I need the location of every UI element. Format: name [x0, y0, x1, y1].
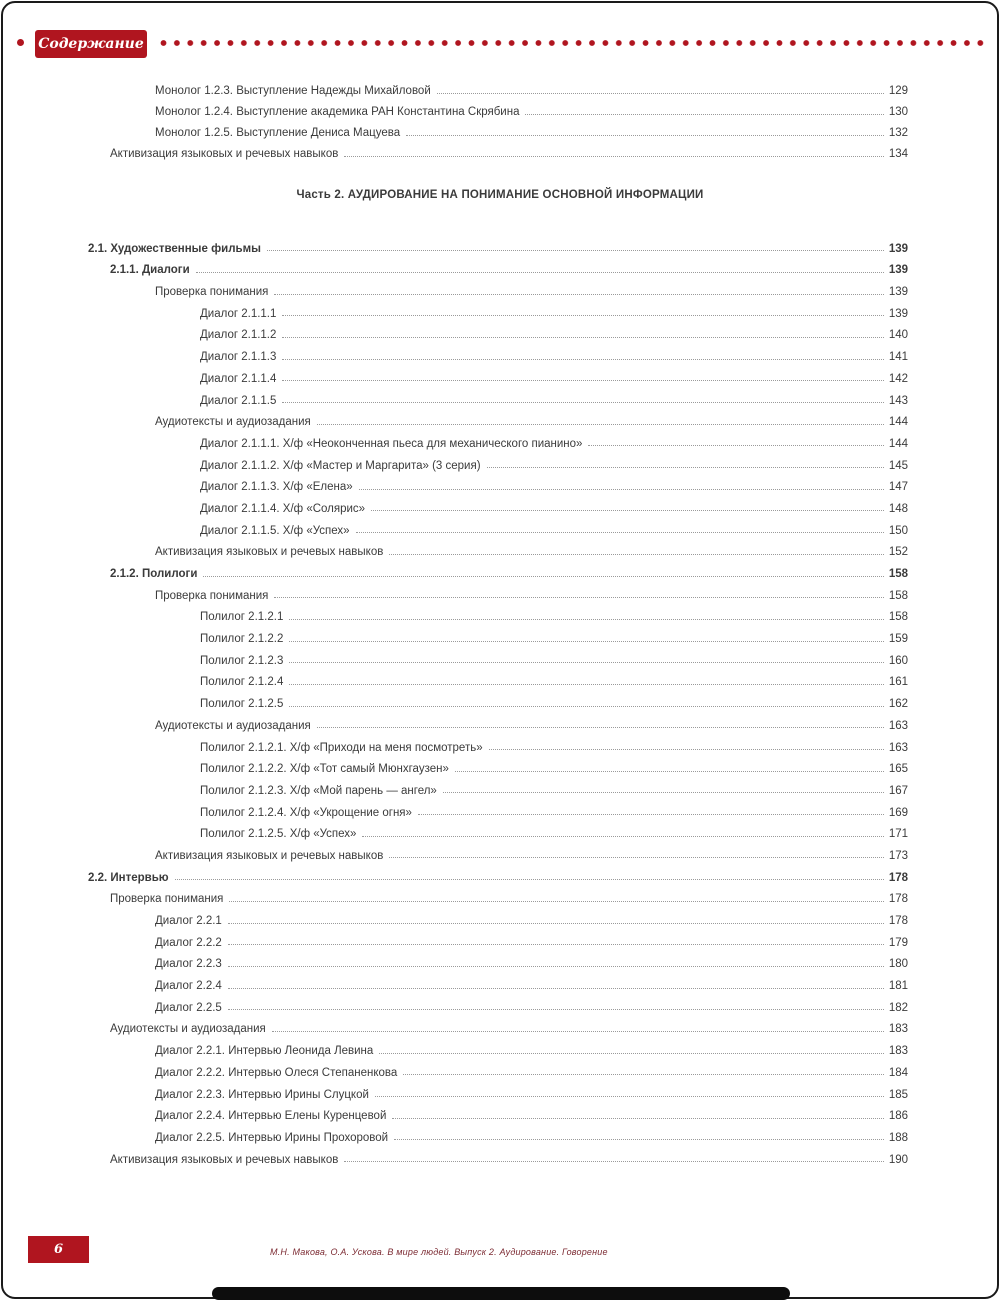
toc-entry [88, 407, 908, 429]
toc-entry [88, 1014, 908, 1036]
toc-entry-label: Диалог 2.1.1.5 [200, 394, 277, 407]
toc-entry [88, 992, 908, 1014]
dot-leader [282, 380, 883, 381]
toc-entry [88, 428, 908, 450]
dot-leader [289, 684, 883, 685]
toc-entry [88, 840, 908, 862]
toc-entry [88, 775, 908, 797]
toc-entry-page: 173 [888, 849, 908, 862]
toc-entry-label: Диалог 2.2.5 [155, 1001, 222, 1014]
toc-entry-label: Диалог 2.2.3. Интервью Ирины Слуцкой [155, 1088, 369, 1101]
dot-leader [489, 749, 884, 750]
toc-entry-label: Диалог 2.1.1.4. Х/ф «Солярис» [200, 502, 366, 515]
toc-entry-page: 179 [888, 936, 908, 949]
toc-entry [88, 905, 908, 927]
toc-entry-label: Диалог 2.2.3 [155, 958, 222, 971]
toc-entry [88, 1079, 908, 1101]
toc-entry [88, 298, 908, 320]
toc-entry-page: 139 [888, 286, 908, 299]
toc-entry-label: 2.1. Художественные фильмы [88, 242, 261, 255]
dot-leader [392, 1118, 883, 1119]
scan-bottom-bar [212, 1287, 790, 1300]
toc-entry-page: 184 [888, 1066, 908, 1079]
toc-entry-page: 180 [888, 958, 908, 971]
dot-leader [282, 402, 883, 403]
toc-entry-page: 183 [888, 1023, 908, 1036]
dot-leader [359, 489, 884, 490]
toc-entry-page: 129 [888, 85, 908, 97]
toc-entry [88, 515, 908, 537]
toc-main-block [88, 233, 908, 1166]
toc-entry-page: 163 [888, 719, 908, 732]
toc-entry-page: 139 [888, 264, 908, 277]
dot-leader [282, 315, 883, 316]
toc-entry-label: Диалог 2.1.1.3. Х/ф «Елена» [200, 481, 353, 494]
toc-entry-label: Полилог 2.1.2.5. Х/ф «Успех» [200, 828, 357, 841]
toc-entry-page: 190 [888, 1153, 908, 1166]
toc-entry [88, 710, 908, 732]
toc-entry-page: 162 [888, 698, 908, 711]
toc-entry [88, 688, 908, 710]
dot-leader [228, 966, 884, 967]
toc-entry-page: 158 [888, 589, 908, 602]
toc-entry [88, 385, 908, 407]
dot-leader [289, 641, 883, 642]
dot-leader [525, 114, 883, 115]
toc-entry [88, 320, 908, 342]
toc-entry-label: Аудиотексты и аудиозадания [155, 719, 311, 732]
toc-entry-label: 2.1.2. Полилоги [110, 568, 198, 580]
toc-entry-label: Монолог 1.2.5. Выступление Дениса Мацуева [155, 127, 401, 139]
toc-entry [88, 537, 908, 559]
toc-entry-page: 178 [888, 893, 908, 906]
toc-entry-label: Диалог 2.2.5. Интервью Ирины Прохоровой [155, 1131, 389, 1144]
dot-leader [389, 857, 883, 858]
toc-entry [88, 623, 908, 645]
toc-entry [88, 949, 908, 971]
toc-entry-label: Диалог 2.2.2. Интервью Олеся Степаненкова [155, 1066, 398, 1079]
toc-entry-label: Полилог 2.1.2.3. Х/ф «Мой парень — ангел» [200, 784, 437, 797]
dot-leader [317, 727, 884, 728]
dot-leader [274, 294, 883, 295]
toc-entry-page: 142 [888, 372, 908, 385]
toc-entry [88, 233, 908, 255]
toc-entry-page: 160 [888, 654, 908, 667]
toc-entry [88, 493, 908, 515]
dot-leader [406, 135, 884, 136]
toc-entry-label: Диалог 2.1.1.4 [200, 372, 277, 385]
toc-entry-page: 147 [888, 481, 908, 494]
toc-entry-page: 185 [888, 1088, 908, 1101]
toc-entry [88, 732, 908, 754]
toc-entry [88, 276, 908, 298]
toc-entry-label: Диалог 2.1.1.1. Х/ф «Неоконченная пьеса для механического пианино» [200, 437, 583, 450]
toc-entry [88, 118, 908, 139]
toc-entry-label: Диалог 2.1.1.2 [200, 329, 277, 342]
toc-entry-label: Полилог 2.1.2.1 [200, 611, 284, 624]
toc-entry-label: Диалог 2.1.1.2. Х/ф «Мастер и Маргарита» (3 серия) [200, 459, 481, 472]
toc-entry-page: 134 [888, 148, 908, 160]
dot-leader [272, 1031, 884, 1032]
toc-entry-page: 178 [888, 871, 908, 884]
dot-leader [229, 901, 883, 902]
toc-entry-label: 2.2. Интервью [88, 871, 169, 884]
toc-entry [88, 255, 908, 277]
toc-entry [88, 363, 908, 385]
dot-leader [267, 250, 884, 251]
dot-leader [418, 814, 884, 815]
toc-entry [88, 450, 908, 472]
toc-entry-label: Монолог 1.2.4. Выступление академика РАН Константина Скрябина [155, 106, 520, 118]
dot-leader [443, 792, 884, 793]
toc-entry-page: 141 [888, 351, 908, 364]
toc-entry-label: Диалог 2.1.1.5. Х/ф «Успех» [200, 524, 350, 537]
dot-leader [487, 467, 884, 468]
toc-entry-page: 140 [888, 329, 908, 342]
dot-leader [282, 359, 883, 360]
dot-leader [394, 1139, 884, 1140]
dot-leader [389, 554, 883, 555]
toc-entry [88, 97, 908, 118]
toc-entry-label: Аудиотексты и аудиозадания [155, 416, 311, 429]
toc-entry [88, 602, 908, 624]
toc-entry-page: 171 [888, 828, 908, 841]
toc-entry-page: 143 [888, 394, 908, 407]
toc-entry-label: Проверка понимания [110, 893, 224, 906]
toc-entry-label: Активизация языковых и речевых навыков [155, 849, 384, 862]
dot-leader [175, 879, 884, 880]
contents-badge-label: Содержание [38, 36, 144, 52]
dot-leader [344, 156, 883, 157]
toc-entry [88, 1057, 908, 1079]
dot-leader [455, 771, 884, 772]
toc-entry-label: Активизация языковых и речевых навыков [110, 1153, 339, 1166]
toc-entry [88, 797, 908, 819]
header-dot-icon [17, 39, 24, 46]
toc-entry-label: Полилог 2.1.2.5 [200, 698, 284, 711]
dot-leader [403, 1074, 884, 1075]
dot-leader [379, 1053, 884, 1054]
toc-entry-label: Полилог 2.1.2.2. Х/ф «Тот самый Мюнхгаузен» [200, 763, 449, 776]
dot-leader [203, 576, 883, 577]
toc-entry-page: 159 [888, 633, 908, 646]
toc-entry-page: 148 [888, 502, 908, 515]
dot-leader [289, 706, 883, 707]
toc-entry-label: Проверка понимания [155, 589, 269, 602]
toc-entry [88, 884, 908, 906]
dot-leader [282, 337, 883, 338]
toc-entry-label: Аудиотексты и аудиозадания [110, 1023, 266, 1036]
toc-entry-label: Активизация языковых и речевых навыков [110, 148, 339, 160]
dot-leader [317, 424, 884, 425]
toc-pre-block [88, 76, 908, 160]
toc-entry [88, 862, 908, 884]
toc-entry-label: Диалог 2.2.1 [155, 915, 222, 927]
toc-entry-page: 139 [888, 307, 908, 320]
footer-running-title: М.Н. Макова, О.А. Ускова. В мире людей. Выпуск 2. Аудирование. Говорение [270, 1247, 608, 1257]
dot-leader [371, 510, 884, 511]
dot-leader [228, 1009, 884, 1010]
toc-entry [88, 754, 908, 776]
toc-entry-page: 167 [888, 784, 908, 797]
toc-entry-page: 158 [888, 568, 908, 580]
toc-entry-page: 139 [888, 242, 908, 255]
toc-entry [88, 341, 908, 363]
toc-entry [88, 472, 908, 494]
dot-leader [437, 93, 884, 94]
toc-entry-label: Полилог 2.1.2.4 [200, 676, 284, 689]
toc-entry-page: 130 [888, 106, 908, 118]
toc-entry-page: 181 [888, 980, 908, 993]
toc-entry-page: 158 [888, 611, 908, 624]
toc-entry-label: Полилог 2.1.2.4. Х/ф «Укрощение огня» [200, 806, 412, 819]
toc-entry-page: 144 [888, 416, 908, 429]
toc-entry-page: 186 [888, 1110, 908, 1123]
toc-entry [88, 970, 908, 992]
dot-leader [228, 944, 884, 945]
toc-entry-label: Активизация языковых и речевых навыков [155, 546, 384, 559]
toc-entry [88, 819, 908, 841]
footer-page-number: 6 [53, 1242, 64, 1257]
dot-leader [196, 272, 884, 273]
toc-entry-label: Диалог 2.1.1.3 [200, 351, 277, 364]
toc-entry-label: Полилог 2.1.2.2 [200, 633, 284, 646]
toc-entry-page: 132 [888, 127, 908, 139]
toc-entry-page: 161 [888, 676, 908, 689]
dot-leader [356, 532, 884, 533]
toc-entry [88, 1101, 908, 1123]
toc-entry-label: Полилог 2.1.2.1. Х/ф «Приходи на меня посмотреть» [200, 741, 483, 754]
dot-leader [289, 619, 883, 620]
toc-entry-page: 165 [888, 763, 908, 776]
dot-leader [228, 923, 884, 924]
toc-entry [88, 1035, 908, 1057]
toc-entry-label: Монолог 1.2.3. Выступление Надежды Михайловой [155, 85, 431, 97]
toc-entry-page: 169 [888, 806, 908, 819]
dot-leader [362, 836, 883, 837]
dot-leader [375, 1096, 884, 1097]
toc-entry-label: 2.1.1. Диалоги [110, 264, 190, 277]
toc-entry-label: Диалог 2.2.4 [155, 980, 222, 993]
toc-entry [88, 927, 908, 949]
toc-entry-page: 188 [888, 1131, 908, 1144]
toc-entry-page: 145 [888, 459, 908, 472]
toc-entry-page: 163 [888, 741, 908, 754]
toc-entry [88, 645, 908, 667]
toc-entry [88, 1144, 908, 1166]
toc-entry [88, 580, 908, 602]
dot-leader [228, 988, 884, 989]
toc-entry [88, 1122, 908, 1144]
toc-entry-page: 150 [888, 524, 908, 537]
toc-entry [88, 139, 908, 160]
toc-entry-label: Диалог 2.1.1.1 [200, 307, 277, 320]
toc-entry-page: 178 [888, 915, 908, 927]
toc-entry-label: Диалог 2.2.4. Интервью Елены Куренцевой [155, 1110, 387, 1123]
toc-entry-label: Диалог 2.2.2 [155, 936, 222, 949]
dot-leader [289, 662, 883, 663]
toc-entry-label: Полилог 2.1.2.3 [200, 654, 284, 667]
toc-entry-page: 144 [888, 437, 908, 450]
toc-entry [88, 667, 908, 689]
section-heading: Часть 2. АУДИРОВАНИЕ НА ПОНИМАНИЕ ОСНОВНОЙ ИНФОРМАЦИИ [296, 189, 704, 201]
toc-entry-page: 183 [888, 1045, 908, 1058]
dot-leader [274, 597, 883, 598]
toc-entry-page: 152 [888, 546, 908, 559]
toc-entry-label: Диалог 2.2.1. Интервью Леонида Левина [155, 1045, 374, 1058]
footer-page-number-box [28, 1236, 89, 1263]
toc-entry [88, 76, 908, 97]
toc-entry [88, 558, 908, 580]
toc-entry-label: Проверка понимания [155, 286, 269, 299]
toc-entry-page: 182 [888, 1001, 908, 1014]
contents-badge [35, 30, 147, 58]
dotted-rule-icon [160, 39, 988, 47]
dot-leader [344, 1161, 883, 1162]
dot-leader [588, 445, 883, 446]
